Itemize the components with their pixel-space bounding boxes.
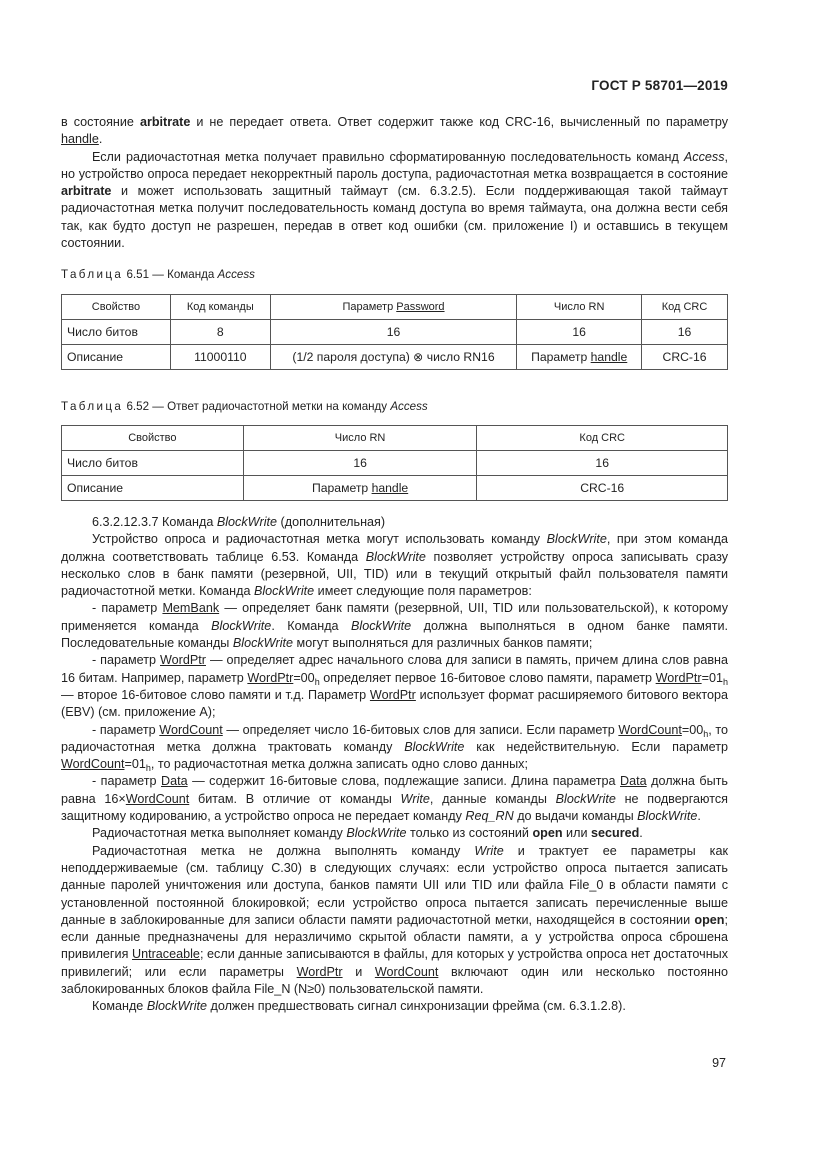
paragraph: Радиочастотная метка не должна выполнять команду Write и трактует ее параметры как неподдерживаемые (см. таблицу С.30) в следующих случаях: если устройство опроса пытается записать данные паролей уничтожения или доступа, банков памяти UII или TID или файла File_0 в области памяти с установленной постоянной блокировкой; если устройство опроса пытается записать перечисленные выше данные в заблокированные для записи области памяти радиочастотной метки, находящейся в состоянии open; если данные предназначены для неразличимо скрытой области памяти, а у устройства опроса сброшена привилегия Untraceable; если данные записываются в файлы, для которых у устройства опроса нет достаточных привилегий; или если параметры WordPtr и WordCount включают один или несколько постоянно заблокированных блоков файла File_N (N≥0) пользовательской памяти.: [61, 843, 728, 997]
paragraph: Радиочастотная метка выполняет команду BlockWrite только из состояний open или secured.: [92, 826, 643, 841]
table-6-51-caption: Таблица 6.51 — Команда Access: [61, 268, 255, 281]
param-data: - параметр Data — содержит 16-битовые слова, подлежащие записи. Длина параметра Data должна быть равна 16×WordCount битам. В отличие от команды Write, данные команды BlockWrite не подвергаются защитному кодированию, а устройство опроса не передает команду Req_RN до выдачи команды BlockWrite.: [61, 774, 728, 824]
document-header: ГОСТ Р 58701—2019: [591, 78, 728, 93]
table-row: Описание Параметр handle CRC-16: [62, 476, 728, 501]
param-wordptr: - параметр WordPtr — определяет адрес начального слова для записи в память, причем длина слов равна 16 битам. Например, параметр $WordPtr=00_h$ определяет первое 16-битовое слово памяти, параметр $WordPtr=01_h$ — второе 16-битовое слово памяти и т.д. Параметр WordPtr использует формат расширяемого битового вектора (EBV) (см. приложение А);: [61, 653, 728, 720]
table-6-52: [61, 425, 728, 501]
table-header-row: Свойство Код команды Параметр Password Число RN Код CRC: [62, 295, 728, 320]
section-heading: 6.3.2.12.3.7 Команда BlockWrite (дополнительная): [92, 515, 386, 529]
page-number: 97: [712, 1056, 726, 1070]
param-membank: - параметр MemBank — определяет банк памяти (резервной, UII, TID или пользовательской), к которому применяется команда BlockWrite. Команда BlockWrite должна выполняться в одном банке памяти. Последовательные команды BlockWrite могут выполняться для различных банков памяти;: [61, 601, 728, 651]
param-wordcount: - параметр WordCount — определяет число 16-битовых слов для записи. Если параметр $WordCount=00_h$, то радиочастотная метка должна трактовать команду BlockWrite как недействительную. Если параметр $WordCount=01_h$, то радиочастотная метка должна записать одно слово данных;: [61, 722, 728, 774]
table-row: Число битов 8 16 16 16: [62, 320, 728, 345]
intro-paragraph-1: в состояние arbitrate и не передает ответа. Ответ содержит также код CRC-16, вычисленный по параметру handle.: [61, 115, 729, 147]
table-6-51: [61, 294, 728, 370]
paragraph: Команде BlockWrite должен предшествовать сигнал синхронизации фрейма (см. 6.3.1.2.8).: [92, 999, 626, 1014]
paragraph: Устройство опроса и радиочастотная метка могут использовать команду BlockWrite, при этом команда должна соответствовать таблице 6.53. Команда BlockWrite позволяет устройству опроса записывать сразу несколько слов в банк памяти (резервной, UII, TID) или в текущий открытый файл пользователя памяти радиочастотной метки. Команда BlockWrite имеет следующие поля параметров:: [61, 532, 729, 599]
table-6-52-caption: Таблица 6.52 — Ответ радиочастотной метки на команду Access: [61, 400, 428, 413]
intro-text: [61, 114, 728, 252]
table-header-row: Свойство Число RN Код CRC: [62, 426, 728, 451]
section-text: [61, 514, 728, 1016]
intro-paragraph-2: Если радиочастотная метка получает правильно сформатированную последовательность команд Access, но устройство опроса передает некорректный пароль доступа, радиочастотная метка возвращается в состояние arbitrate и может использовать защитный таймаут (см. 6.3.2.5). Если поддерживающая такой таймаут радиочастотная метка получит последовательность команд доступа во время таймаута, она должна вести себя так, как будто доступ не разрешен, передав в ответ код ошибки (см. приложение I) и оставшись в текущем состоянии.: [61, 149, 728, 251]
table-row: Число битов 16 16: [62, 451, 728, 476]
table-row: Описание 11000110 (1/2 пароля доступа) ⊗ число RN16 Параметр handle CRC-16: [62, 345, 728, 370]
